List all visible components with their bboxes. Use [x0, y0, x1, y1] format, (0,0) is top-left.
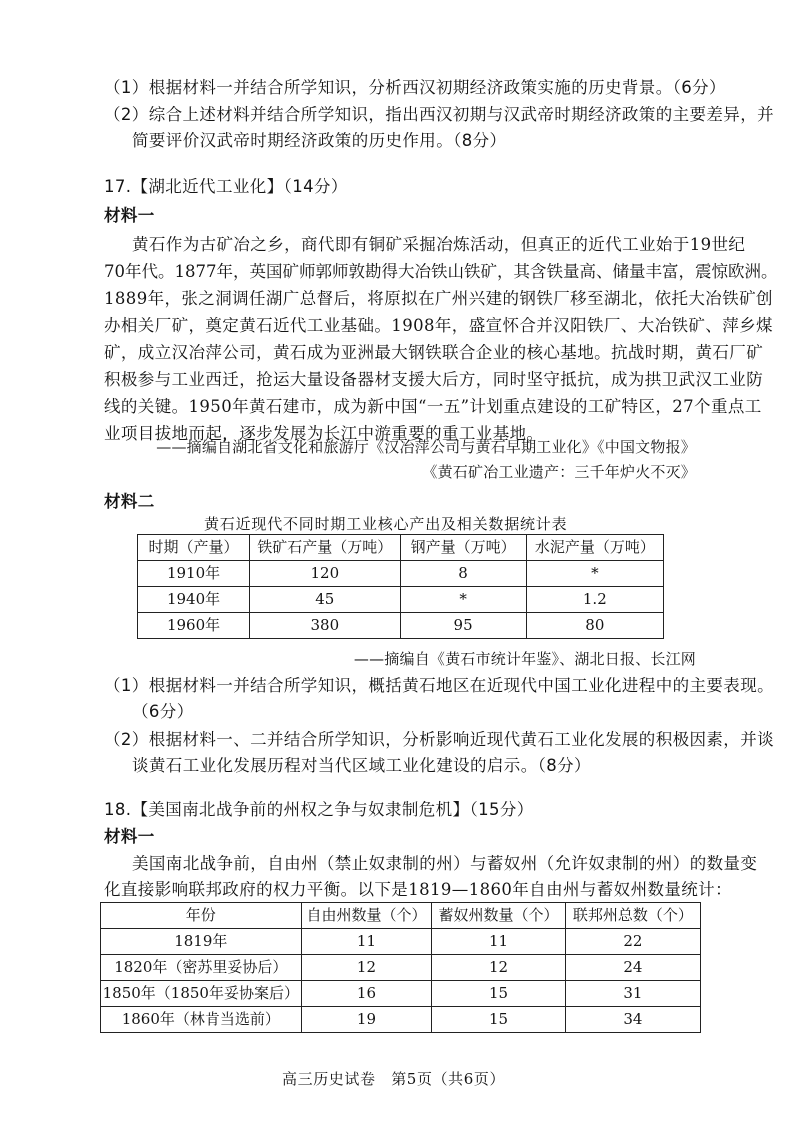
table-row: [101, 981, 701, 1007]
q18-intro-line-2: 化直接影响联邦政府的权力平衡。以下是1819—1860年自由州与蓄奴州数量统计：: [104, 880, 732, 899]
table-cell: 1910年: [138, 561, 250, 587]
q17-table-caption: 黄石近现代不同时期工业核心产出及相关数据统计表: [204, 515, 568, 533]
table-cell: 80: [526, 613, 663, 639]
q17-material1-line: 积极参与工业西迁，抢运大量设备器材支援大后方，同时坚守抵抗，成为拱卫武汉工业防: [104, 370, 764, 389]
table-row: [138, 561, 664, 587]
q17-sub-question-1-line-2: （6分）: [132, 702, 194, 721]
q17-title: 17.【湖北近代工业化】（14分）: [104, 177, 348, 196]
table-cell: 380: [250, 613, 400, 639]
table-cell: 15: [432, 981, 565, 1007]
table-cell: 11: [301, 929, 432, 955]
table-cell: 12: [432, 955, 565, 981]
table-cell: 1.2: [526, 587, 663, 613]
q17-sub-question-2-line-2: 谈黄石工业化发展历程对当代区域工业化建设的启示。（8分）: [132, 756, 591, 775]
table-header-row: [138, 535, 664, 561]
table-cell: 1860年（林肯当选前）: [101, 1007, 302, 1033]
page-footer: 高三历史试卷 第5页（共6页）: [282, 1070, 506, 1088]
q16-sub-question-2-line-1: （2）综合上述材料并结合所学知识，指出西汉初期与汉武帝时期经济政策的主要差异，并: [104, 105, 774, 124]
table-row: [101, 1007, 701, 1033]
q17-sub-question-2-line-1: （2）根据材料一、二并结合所学知识，分析影响近现代黄石工业化发展的积极因素，并谈: [104, 730, 774, 749]
q17-material1-source-line-2: 《黄石矿冶工业遗产：三千年炉火不灭》: [422, 463, 696, 481]
table-cell: 24: [565, 955, 700, 981]
table-cell: 45: [250, 587, 400, 613]
table-cell: 120: [250, 561, 400, 587]
table-cell: 1850年（1850年妥协案后）: [101, 981, 302, 1007]
table-cell: 1940年: [138, 587, 250, 613]
table-cell: 1960年: [138, 613, 250, 639]
table-row: [101, 955, 701, 981]
table-header-cell: 蓄奴州数量（个）: [432, 903, 565, 929]
table-header-cell: 自由州数量（个）: [301, 903, 432, 929]
q17-material1-line: 1889年，张之洞调任湖广总督后，将原拟在广州兴建的钢铁厂移至湖北，依托大冶铁矿创: [104, 289, 773, 308]
q18-data-table: [100, 902, 701, 1033]
q17-material1-source-line-1: ——摘编自湖北省文化和旅游厅《汉冶萍公司与黄石早期工业化》《中国文物报》: [156, 438, 696, 456]
q17-material1-line: 线的关键。1950年黄石建市，成为新中国“一五”计划重点建设的工矿特区，27个重点工: [104, 397, 762, 416]
q17-material1-line: 黄石作为古矿冶之乡，商代即有铜矿采掘冶炼活动，但真正的近代工业始于19世纪: [132, 235, 746, 254]
table-header-cell: 水泥产量（万吨）: [526, 535, 663, 561]
table-header-row: [101, 903, 701, 929]
table-cell: 95: [400, 613, 526, 639]
q17-material1-line: 办相关厂矿，奠定黄石近代工业基础。1908年，盛宣怀合并汉阳铁厂、大冶铁矿、萍乡煤: [104, 316, 773, 335]
q16-sub-question-1: （1）根据材料一并结合所学知识，分析西汉初期经济政策实施的历史背景。（6分）: [104, 78, 726, 97]
table-row: [138, 587, 664, 613]
table-header-cell: 年份: [101, 903, 302, 929]
q18-intro-line-1: 美国南北战争前，自由州（禁止奴隶制的州）与蓄奴州（允许奴隶制的州）的数量变: [132, 854, 758, 873]
q18-title: 18.【美国南北战争前的州权之争与奴隶制危机】（15分）: [104, 800, 534, 819]
q17-material1-line: 矿，成立汉冶萍公司，黄石成为亚洲最大钢铁联合企业的核心基地。抗战时期，黄石厂矿: [104, 343, 764, 362]
q17-data-table: [137, 534, 664, 639]
table-cell: 8: [400, 561, 526, 587]
q17-material2-label: 材料二: [104, 492, 155, 511]
table-cell: *: [526, 561, 663, 587]
table-cell: 11: [432, 929, 565, 955]
table-row: [138, 613, 664, 639]
q17-material2-source: ——摘编自《黄石市统计年鉴》、湖北日报、长江网: [353, 650, 696, 668]
q17-material1-label: 材料一: [104, 206, 155, 225]
table-cell: 16: [301, 981, 432, 1007]
table-header-cell: 时期（产量）: [138, 535, 250, 561]
table-header-cell: 铁矿石产量（万吨）: [250, 535, 400, 561]
table-cell: 15: [432, 1007, 565, 1033]
table-cell: 12: [301, 955, 432, 981]
table-cell: 19: [301, 1007, 432, 1033]
table-cell: 22: [565, 929, 700, 955]
q17-material1-line: 业项目拔地而起，逐步发展为长江中游重要的重工业基地。: [104, 424, 544, 443]
table-cell: 1820年（密苏里妥协后）: [101, 955, 302, 981]
table-cell: 1819年: [101, 929, 302, 955]
table-cell: *: [400, 587, 526, 613]
q17-sub-question-1-line-1: （1）根据材料一并结合所学知识，概括黄石地区在近现代中国工业化进程中的主要表现。: [104, 676, 774, 695]
q18-material1-label: 材料一: [104, 827, 155, 846]
table-header-cell: 钢产量（万吨）: [400, 535, 526, 561]
table-cell: 31: [565, 981, 700, 1007]
q16-sub-question-2-line-2: 简要评价汉武帝时期经济政策的历史作用。（8分）: [132, 131, 507, 150]
table-cell: 34: [565, 1007, 700, 1033]
table-row: [101, 929, 701, 955]
table-header-cell: 联邦州总数（个）: [565, 903, 700, 929]
q17-material1-line: 70年代。1877年，英国矿师郭师敦勘得大冶铁山铁矿，其含铁量高、储量丰富，震惊欧洲。: [104, 262, 778, 281]
